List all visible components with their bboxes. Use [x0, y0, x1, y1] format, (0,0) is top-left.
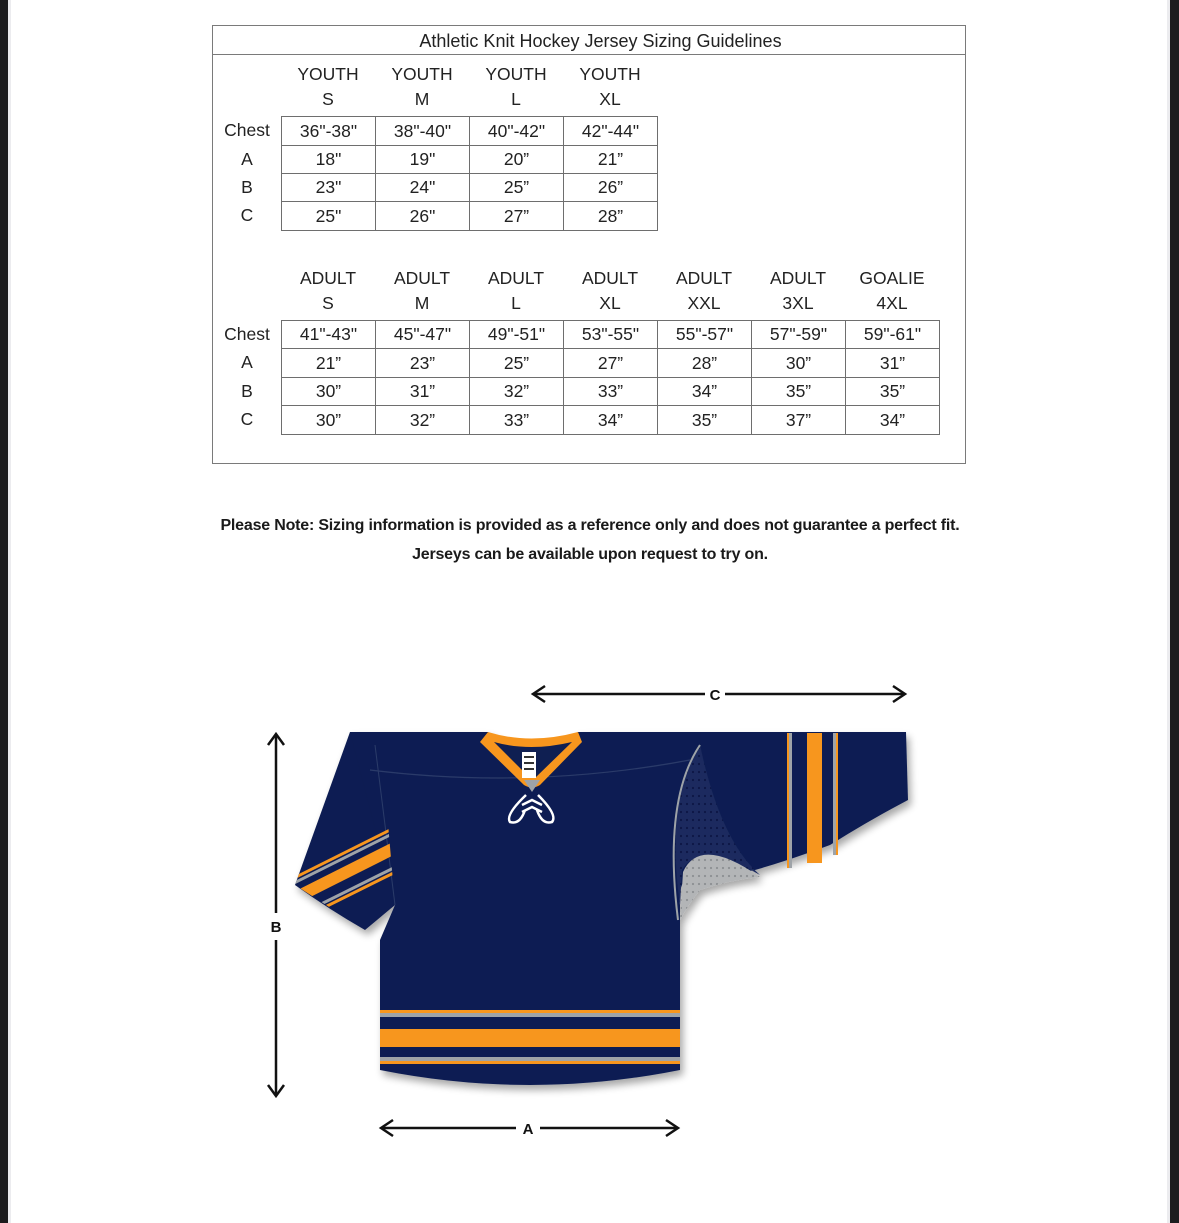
column-header-size: M	[414, 89, 430, 109]
column-header-line1: YOUTH	[297, 64, 359, 84]
goalie-column-header	[845, 266, 939, 316]
column-header-line1: ADULT	[393, 268, 451, 288]
table-cell: 38"-40"	[376, 117, 470, 146]
youth-column-header	[469, 62, 563, 112]
table-row-c	[282, 202, 658, 231]
row-label-c: C	[240, 205, 254, 225]
youth-column-header	[375, 62, 469, 112]
table-cell: 34”	[564, 406, 658, 435]
table-cell: 37”	[752, 406, 846, 435]
table-cell: 45"-47"	[376, 321, 470, 349]
row-label-a: A	[241, 352, 253, 372]
table-cell: 35”	[752, 378, 846, 406]
column-header-line1: ADULT	[675, 268, 733, 288]
row-label-b: B	[241, 177, 253, 197]
table-cell: 34”	[658, 378, 752, 406]
adult-column-header	[657, 266, 751, 316]
youth-column-header	[281, 62, 375, 112]
table-cell: 27”	[470, 202, 564, 231]
youth-column-header	[563, 62, 657, 112]
dimension-b-label: B	[270, 919, 282, 936]
column-header-size: 3XL	[782, 293, 814, 313]
dimension-b-arrow	[268, 734, 284, 1096]
dimension-a-label: A	[522, 1121, 534, 1138]
column-header-line1: GOALIE	[859, 268, 925, 288]
table-cell: 32”	[470, 378, 564, 406]
table-cell: 19"	[376, 146, 470, 174]
sizing-disclaimer: Please Note: Sizing information is provided as a reference only and does not guarantee a perfect fit.	[220, 517, 960, 534]
row-label-b: B	[241, 381, 253, 401]
column-header-line1: ADULT	[581, 268, 639, 288]
table-cell: 30”	[282, 406, 376, 435]
table-cell: 23”	[376, 349, 470, 378]
table-cell: 18"	[282, 146, 376, 174]
table-cell: 21”	[282, 349, 376, 378]
adult-column-header	[563, 266, 657, 316]
table-cell: 53"-55"	[564, 321, 658, 349]
table-cell: 27”	[564, 349, 658, 378]
column-header-size: L	[511, 293, 521, 313]
column-header-size: S	[322, 293, 334, 313]
table-cell: 26”	[564, 174, 658, 202]
table-row-a	[282, 146, 658, 174]
column-header-line1: YOUTH	[579, 64, 641, 84]
table-cell: 33”	[470, 406, 564, 435]
table-row-a	[282, 349, 940, 378]
adult-size-table	[281, 320, 940, 435]
table-row-chest	[282, 321, 940, 349]
table-cell: 42"-44"	[564, 117, 658, 146]
table-cell: 57"-59"	[752, 321, 846, 349]
table-cell: 36"-38"	[282, 117, 376, 146]
column-header-size: L	[511, 89, 521, 109]
column-header-line1: ADULT	[487, 268, 545, 288]
row-label-chest: Chest	[224, 120, 270, 140]
adult-column-header	[469, 266, 563, 316]
table-cell: 26"	[376, 202, 470, 231]
column-header-line1: ADULT	[769, 268, 827, 288]
sizing-chart-title-row	[212, 25, 965, 55]
adult-column-header	[375, 266, 469, 316]
table-cell: 23"	[282, 174, 376, 202]
column-header-size: M	[414, 293, 430, 313]
column-header-line1: ADULT	[299, 268, 357, 288]
table-row-b	[282, 174, 658, 202]
dimension-c-label: C	[709, 687, 721, 704]
table-cell: 25”	[470, 174, 564, 202]
table-cell: 30”	[752, 349, 846, 378]
table-cell: 35”	[846, 378, 940, 406]
column-header-size: XXL	[687, 293, 721, 313]
table-cell: 30”	[282, 378, 376, 406]
viewer-edge-right	[1170, 0, 1179, 1223]
table-cell: 40"-42"	[470, 117, 564, 146]
column-header-line1: YOUTH	[485, 64, 547, 84]
sizing-chart-title: Athletic Knit Hockey Jersey Sizing Guidelines	[419, 31, 782, 51]
viewer-edge-left	[0, 0, 8, 1223]
table-cell: 34”	[846, 406, 940, 435]
table-row-b	[282, 378, 940, 406]
table-cell: 25"	[282, 202, 376, 231]
try-on-note: Jerseys can be available upon request to try on.	[412, 546, 768, 563]
column-header-line1: YOUTH	[391, 64, 453, 84]
table-cell: 31”	[376, 378, 470, 406]
row-label-a: A	[241, 149, 253, 169]
viewer-edge-left-shade	[8, 0, 11, 1223]
column-header-size: XL	[599, 89, 621, 109]
column-header-size: 4XL	[876, 293, 908, 313]
neck-tag-icon	[522, 752, 536, 778]
table-cell: 21”	[564, 146, 658, 174]
table-cell: 33”	[564, 378, 658, 406]
table-cell: 49"-51"	[470, 321, 564, 349]
adult-column-header	[751, 266, 845, 316]
row-label-chest: Chest	[224, 324, 270, 344]
table-cell: 35”	[658, 406, 752, 435]
table-cell: 24"	[376, 174, 470, 202]
table-cell: 55"-57"	[658, 321, 752, 349]
table-cell: 31”	[846, 349, 940, 378]
youth-size-table	[281, 116, 658, 231]
table-cell: 32”	[376, 406, 470, 435]
table-row-c	[282, 406, 940, 435]
table-row-chest	[282, 117, 658, 146]
row-label-c: C	[240, 409, 254, 429]
table-cell: 59"-61"	[846, 321, 940, 349]
table-cell: 25”	[470, 349, 564, 378]
column-header-size: S	[322, 89, 334, 109]
column-header-size: XL	[599, 293, 621, 313]
table-cell: 41"-43"	[282, 321, 376, 349]
table-cell: 28”	[658, 349, 752, 378]
table-cell: 20”	[470, 146, 564, 174]
jersey-measurement-diagram	[250, 670, 920, 1150]
table-cell: 28”	[564, 202, 658, 231]
adult-column-header	[281, 266, 375, 316]
